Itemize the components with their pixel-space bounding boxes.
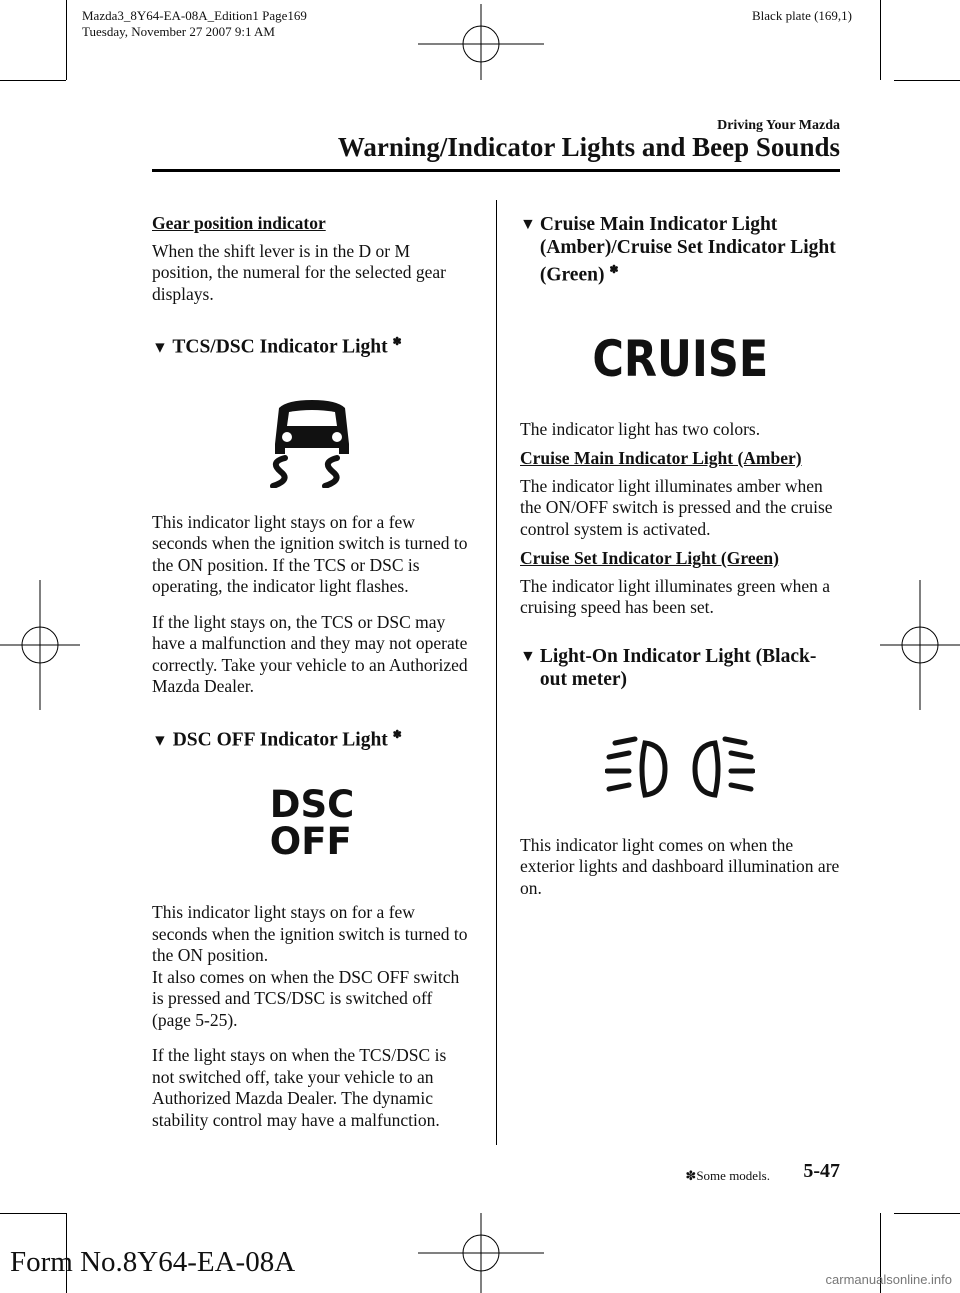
triangle-marker: ▼ xyxy=(520,647,536,665)
gear-position-text: When the shift lever is in the D or M position, the numeral for the selected gear displays. xyxy=(152,240,446,304)
tcs-description-2: If the light stays on, the TCS or DSC may have a malfunction and they may not operate correctly. Take your vehicle to an Authorized Mazda Dealer. xyxy=(152,611,468,696)
section-name: Driving Your Mazda xyxy=(717,118,840,133)
triangle-marker: ▼ xyxy=(152,732,168,749)
footnote-text: Some models. xyxy=(696,1168,770,1183)
cruise-icon xyxy=(520,329,840,389)
tcs-skid-car-icon xyxy=(267,400,357,488)
tcs-description-1: This indicator light stays on for a few seconds when the ignition switch is turned to the ON position. If the TCS or DSC is operating, the indicator light flashes. xyxy=(152,511,468,596)
some-models-star: ✽ xyxy=(392,728,402,741)
registration-crosshair-icon xyxy=(418,1213,544,1293)
header-rule xyxy=(152,169,840,172)
plate-file-line: Mazda3_8Y64-EA-08A_Edition1 Page169 xyxy=(82,8,307,23)
registration-crosshair-icon xyxy=(418,4,544,80)
light-on-heading-text: Light-On Indicator Light (Black-out meter) xyxy=(539,645,817,690)
dsc-off-description-1 xyxy=(152,902,472,1031)
some-models-star: ✽ xyxy=(685,1168,697,1183)
plate-label: Black plate (169,1) xyxy=(752,8,852,23)
some-models-star: ✽ xyxy=(609,264,619,276)
dsc-off-icon xyxy=(152,783,472,876)
light-on-text: This indicator light comes on when the exterior lights and dashboard illumination are on. xyxy=(520,834,840,898)
light-on-heading xyxy=(520,645,840,691)
tcs-icon-box xyxy=(152,400,472,490)
crop-mark xyxy=(894,80,960,81)
plate-date-line: Tuesday, November 27 2007 9:1 AM xyxy=(82,24,275,39)
crop-mark xyxy=(880,0,881,80)
registration-crosshair-icon xyxy=(0,580,80,710)
cruise-main-text: The indicator light illuminates amber when the ON/OFF switch is pressed and the cruise control system is activated. xyxy=(520,475,833,539)
page-title: Warning/Indicator Lights and Beep Sounds xyxy=(337,132,840,162)
crop-mark xyxy=(894,1213,960,1214)
cruise-icon-text: CRUISE xyxy=(592,329,768,388)
dsc-off-description-1a: This indicator light stays on for a few seconds when the ignition switch is turned to the ON position. xyxy=(152,902,468,965)
cruise-main-subheading: Cruise Main Indicator Light (Amber) xyxy=(520,448,802,468)
light-on-icon-box xyxy=(520,735,840,805)
off-icon-text: OFF xyxy=(269,820,352,863)
crop-mark xyxy=(0,1213,66,1214)
dsc-off-heading-text: DSC OFF Indicator Light xyxy=(172,729,388,750)
some-models-star: ✽ xyxy=(392,336,402,348)
cruise-heading xyxy=(520,213,840,287)
column-divider xyxy=(496,200,497,1145)
form-number: Form No.8Y64-EA-08A xyxy=(10,1246,296,1278)
registration-crosshair-icon xyxy=(880,580,960,710)
cruise-heading-text: Cruise Main Indicator Light (Amber)/Cruise Set Indicator Light (Green) xyxy=(539,214,836,286)
right-column xyxy=(520,213,840,899)
dsc-off-description-1b: It also comes on when the DSC OFF switch is pressed and TCS/DSC is switched off (page 5-25). xyxy=(152,966,460,1030)
gear-position-subheading: Gear position indicator xyxy=(152,213,326,233)
plate-info xyxy=(82,8,307,40)
watermark[interactable]: carmanualsonline.info xyxy=(825,1272,952,1287)
triangle-marker: ▼ xyxy=(520,216,536,233)
left-column xyxy=(152,213,472,1131)
crop-mark xyxy=(66,0,67,80)
cruise-heading-wrap xyxy=(540,213,840,287)
tcs-heading xyxy=(152,331,472,360)
dsc-off-heading xyxy=(152,724,472,753)
light-on-icon xyxy=(605,735,755,799)
crop-mark xyxy=(0,80,66,81)
dsc-icon-text: DSC xyxy=(269,783,355,826)
footnote xyxy=(685,1168,770,1184)
cruise-two-colors-text: The indicator light has two colors. xyxy=(520,418,761,439)
dsc-off-description-2: If the light stays on when the TCS/DSC is not switched off, take your vehicle to an Authorized Mazda Dealer. The dynamic stability control may have a malfunction. xyxy=(152,1045,447,1130)
cruise-set-text: The indicator light illuminates green when a cruising speed has been set. xyxy=(520,575,831,617)
page-number: 5-47 xyxy=(803,1160,840,1182)
tcs-heading-text: TCS/DSC Indicator Light xyxy=(172,336,388,358)
cruise-set-subheading: Cruise Set Indicator Light (Green) xyxy=(520,548,779,568)
triangle-marker: ▼ xyxy=(152,339,168,357)
